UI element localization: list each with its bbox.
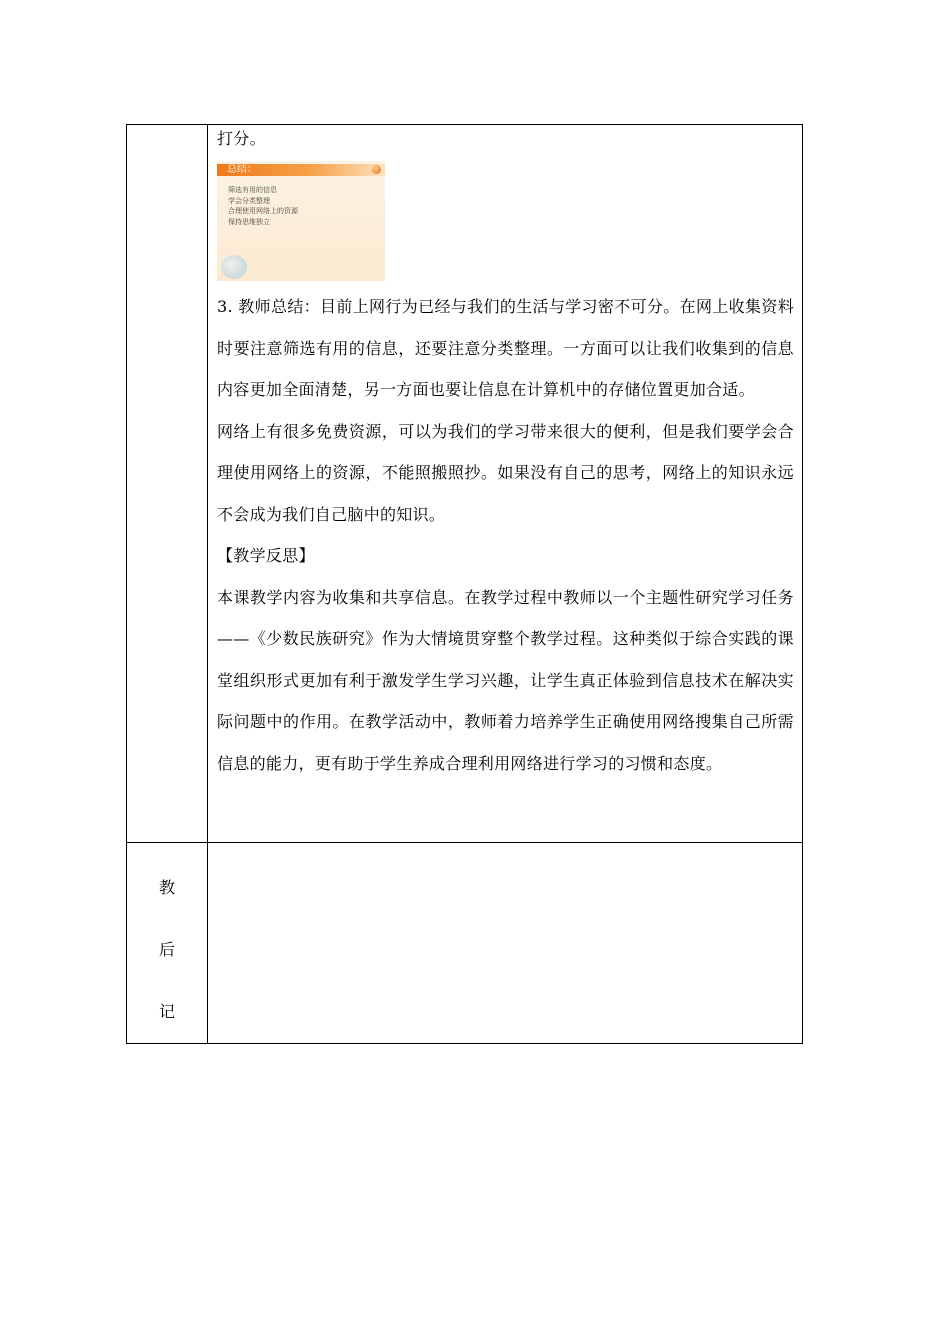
teacher-summary-paragraph: 3. 教师总结：目前上网行为已经与我们的生活与学习密不可分。在网上收集资料时要注意筛选有用的信息，还要注意分类整理。一方面可以让我们收集到的信息内容更加全面清楚，另一方面也要让信息在计算机中的存储位置更加合适。 (217, 297, 794, 399)
notes-row (127, 843, 803, 1044)
network-resources-paragraph: 网络上有很多免费资源，可以为我们的学习带来很大的便利，但是我们要学会合理使用网络上的资源，不能照搬照抄。如果没有自己的思考，网络上的知识永远不会成为我们自己脑中的知识。 (217, 421, 794, 524)
content-row (127, 125, 803, 843)
notes-label-cell (127, 843, 208, 1044)
slide-item: 合理使用网络上的资源 (228, 207, 298, 215)
notes-label-char: 教 (158, 878, 175, 897)
intro-text: 打分。 (217, 129, 266, 148)
slide-list (228, 185, 298, 227)
slide-item: 筛选有用的信息 (228, 186, 277, 194)
notes-label-char: 记 (158, 1002, 175, 1021)
content-cell (208, 125, 803, 843)
slide-title: 总结： (227, 164, 257, 175)
reflection-heading: 【教学反思】 (217, 546, 315, 565)
globe-icon (221, 255, 247, 279)
reflection-paragraph: 本课教学内容为收集和共享信息。在教学过程中教师以一个主题性研究学习任务——《少数民族研究》作为大情境贯穿整个教学过程。这种类似于综合实践的课堂组织形式更加有利于激发学生学习兴趣，让学生真正体验到信息技术在解决实际问题中的作用。在教学活动中，教师着力培养学生正确使用网络搜集自己所需信息的能力，更有助于学生养成合理利用网络进行学习的习惯和态度。 (217, 587, 794, 773)
orb-icon (372, 165, 381, 174)
slide-item: 保持思维独立 (228, 217, 270, 226)
notes-label-char: 后 (158, 940, 175, 959)
notes-content-cell (208, 843, 803, 1044)
summary-slide-image (217, 161, 385, 281)
lesson-table (126, 124, 803, 1044)
slide-item: 学会分类整理 (228, 196, 270, 205)
empty-label-cell (127, 125, 208, 843)
